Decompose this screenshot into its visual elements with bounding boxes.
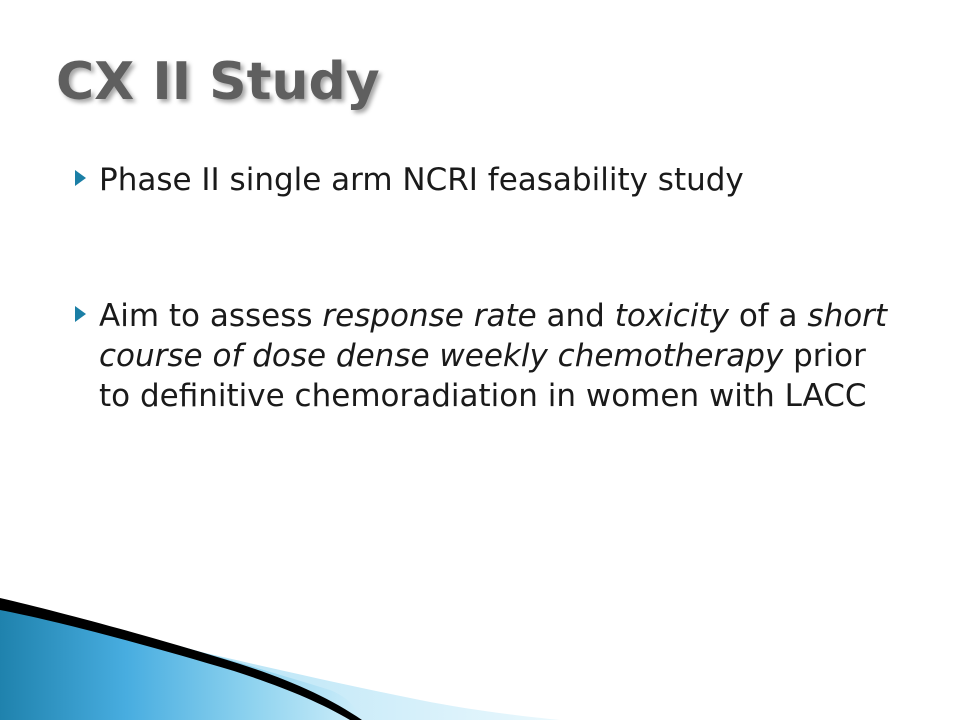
bullet-text-part: prior to definitive chemoradiation in women with LACC xyxy=(99,338,867,414)
bullet-item-aim xyxy=(75,296,905,416)
slide-title: CX II Study xyxy=(56,52,380,112)
bullet-emphasis-regimen: short course of dose dense weekly chemotherapy xyxy=(99,298,888,374)
triangle-bullet-icon xyxy=(75,306,86,322)
bullet-item-study-type xyxy=(75,160,905,200)
bullet-emphasis-response-rate: response rate xyxy=(322,298,537,334)
bullet-text-part: of a xyxy=(728,298,808,334)
bullet-text-part: and xyxy=(536,298,615,334)
bullet-list xyxy=(75,160,905,416)
triangle-bullet-icon xyxy=(75,170,86,186)
wave-blue-band xyxy=(0,606,362,720)
bullet-text: Phase II single arm NCRI feasability study xyxy=(99,162,744,198)
bullet-emphasis-toxicity: toxicity xyxy=(614,298,729,334)
bullet-text-part: Aim to assess xyxy=(99,298,323,334)
